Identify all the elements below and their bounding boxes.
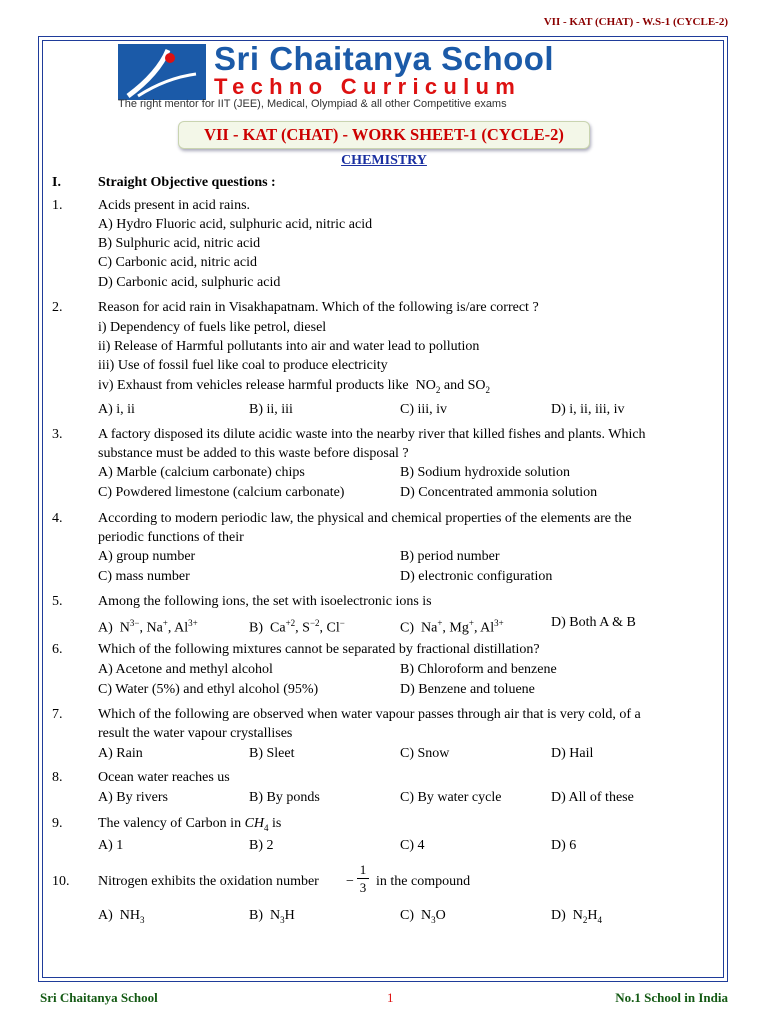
- option-d: D) Both A & B: [551, 615, 636, 630]
- brand-tagline: The right mentor for IIT (JEE), Medical, Olympiad & all other Competitive exams: [118, 98, 507, 110]
- option-b: B) $N_3H$: [249, 908, 295, 925]
- option-b: B) 2: [249, 838, 274, 853]
- footer-school: Sri Chaitanya School: [40, 990, 158, 1005]
- subject-heading: CHEMISTRY: [341, 153, 427, 168]
- question-text: Among the following ions, the set with isoelectronic ions is: [98, 594, 432, 609]
- question-number: 5.: [52, 594, 63, 609]
- question-text: Which of the following mixtures cannot be separated by fractional distillation?: [98, 642, 540, 657]
- worksheet-title-box: [178, 121, 590, 149]
- option-a: A) Rain: [98, 746, 143, 761]
- question-number: 10.: [52, 874, 70, 889]
- page-number: 1: [387, 990, 394, 1005]
- statement-iv-text: iv) Exhaust from vehicles release harmful products like: [98, 378, 409, 393]
- option-b: B) Sleet: [249, 746, 295, 761]
- brand-subtitle: Techno Curriculum: [214, 74, 522, 99]
- question-number: 8.: [52, 770, 63, 785]
- minus-sign: −: [346, 874, 354, 889]
- question-text-cont: periodic functions of their: [98, 530, 244, 545]
- question-text-lead: The valency of Carbon in: [98, 816, 242, 831]
- question-number: 6.: [52, 642, 63, 657]
- question-text: Ocean water reaches us: [98, 770, 230, 785]
- question-text: Reason for acid rain in Visakhapatnam. Which of the following is/are correct ?: [98, 300, 539, 315]
- option-c: C) Na+, Mg+, $Al^{3+}$: [400, 618, 504, 636]
- option-d: D) 6: [551, 838, 577, 853]
- option-d: D) $N_2H_4$: [551, 908, 603, 925]
- option-a: A) Acetone and methyl alcohol: [98, 662, 273, 677]
- option-d: D) Hail: [551, 746, 594, 761]
- option-d: D) i, ii, iii, iv: [551, 402, 625, 417]
- statement-ii: ii) Release of Harmful pollutants into air and water lead to pollution: [98, 339, 480, 354]
- option-c: C) Carbonic acid, nitric acid: [98, 255, 257, 270]
- question-text-lead: Nitrogen exhibits the oxidation number: [98, 874, 319, 889]
- option-d: D) electronic configuration: [400, 569, 553, 584]
- option-d: D) Benzene and toluene: [400, 682, 535, 697]
- option-b: B) $Ca^{+2}$, $S^{-2}$, Cl−: [249, 618, 345, 636]
- worksheet-title: VII - KAT (CHAT) - WORK SHEET-1 (CYCLE-2): [204, 125, 564, 144]
- option-b: B) By ponds: [249, 790, 320, 805]
- fraction-numerator: 1: [359, 862, 367, 877]
- question-text: Acids present in acid rains.: [98, 198, 251, 213]
- option-a: A) Hydro Fluoric acid, sulphuric acid, nitric acid: [98, 217, 373, 232]
- statement-i: i) Dependency of fuels like petrol, diesel: [98, 320, 327, 335]
- fraction-denominator: 3: [359, 880, 367, 895]
- option-c: C) Snow: [400, 746, 450, 761]
- option-c: C) 4: [400, 838, 425, 853]
- fraction-bar: [357, 878, 369, 879]
- statement-iv: iv) Exhaust from vehicles release harmful products like $NO_2$ and $SO_2$: [98, 378, 490, 395]
- option-c: C) By water cycle: [400, 790, 502, 805]
- question-number: 4.: [52, 511, 63, 526]
- running-head: VII - KAT (CHAT) - W.S-1 (CYCLE-2): [543, 16, 728, 28]
- option-b: B) ii, iii: [249, 402, 293, 417]
- question-number: 2.: [52, 300, 63, 315]
- option-b: B) Sulphuric acid, nitric acid: [98, 236, 261, 251]
- statement-iii: iii) Use of fossil fuel like coal to produce electricity: [98, 358, 388, 373]
- question-text-tail: is: [272, 816, 282, 831]
- option-a: A) group number: [98, 549, 196, 564]
- option-a: A) i, ii: [98, 402, 135, 417]
- question-text: A factory disposed its dilute acidic waste into the nearby river that killed fishes and plants. Which: [98, 427, 646, 442]
- question-number: 3.: [52, 427, 63, 442]
- option-a: A) By rivers: [98, 790, 168, 805]
- option-c: C) Powdered limestone (calcium carbonate): [98, 485, 345, 500]
- option-b: B) Chloroform and benzene: [400, 662, 557, 677]
- option-b: B) Sodium hydroxide solution: [400, 465, 570, 480]
- question-number: 9.: [52, 816, 63, 831]
- option-d: D) All of these: [551, 790, 634, 805]
- section-number: I.: [52, 175, 61, 190]
- school-logo: [118, 44, 206, 100]
- option-d: D) Carbonic acid, sulphuric acid: [98, 275, 281, 290]
- question-text-cont: result the water vapour crystallises: [98, 726, 293, 741]
- option-a: A) Marble (calcium carbonate) chips: [98, 465, 305, 480]
- footer-slogan: No.1 School in India: [615, 990, 728, 1005]
- question-text-cont: substance must be added to this waste before disposal ?: [98, 446, 409, 461]
- section-title: Straight Objective questions :: [98, 175, 276, 190]
- question-text: According to modern periodic law, the physical and chemical properties of the elements are the: [98, 511, 632, 526]
- option-a: A) $N^{3-}$, Na+, $Al^{3+}$: [98, 618, 198, 636]
- question-number: 7.: [52, 707, 63, 722]
- option-c: C) iii, iv: [400, 402, 448, 417]
- option-c: C) mass number: [98, 569, 190, 584]
- option-c: C) Water (5%) and ethyl alcohol (95%): [98, 682, 319, 697]
- brand-name: Sri Chaitanya School: [214, 40, 555, 77]
- question-text: The valency of Carbon in $CH_4$ is: [98, 816, 282, 833]
- question-number: 1.: [52, 198, 63, 213]
- option-d: D) Concentrated ammonia solution: [400, 485, 598, 500]
- option-a: A) $NH_3$: [98, 908, 145, 925]
- option-b: B) period number: [400, 549, 500, 564]
- question-text: Which of the following are observed when water vapour passes through air that is very cold, of a: [98, 707, 641, 722]
- option-a: A) 1: [98, 838, 124, 853]
- option-c: C) $N_3O$: [400, 908, 446, 925]
- question-text-tail: in the compound: [376, 874, 471, 889]
